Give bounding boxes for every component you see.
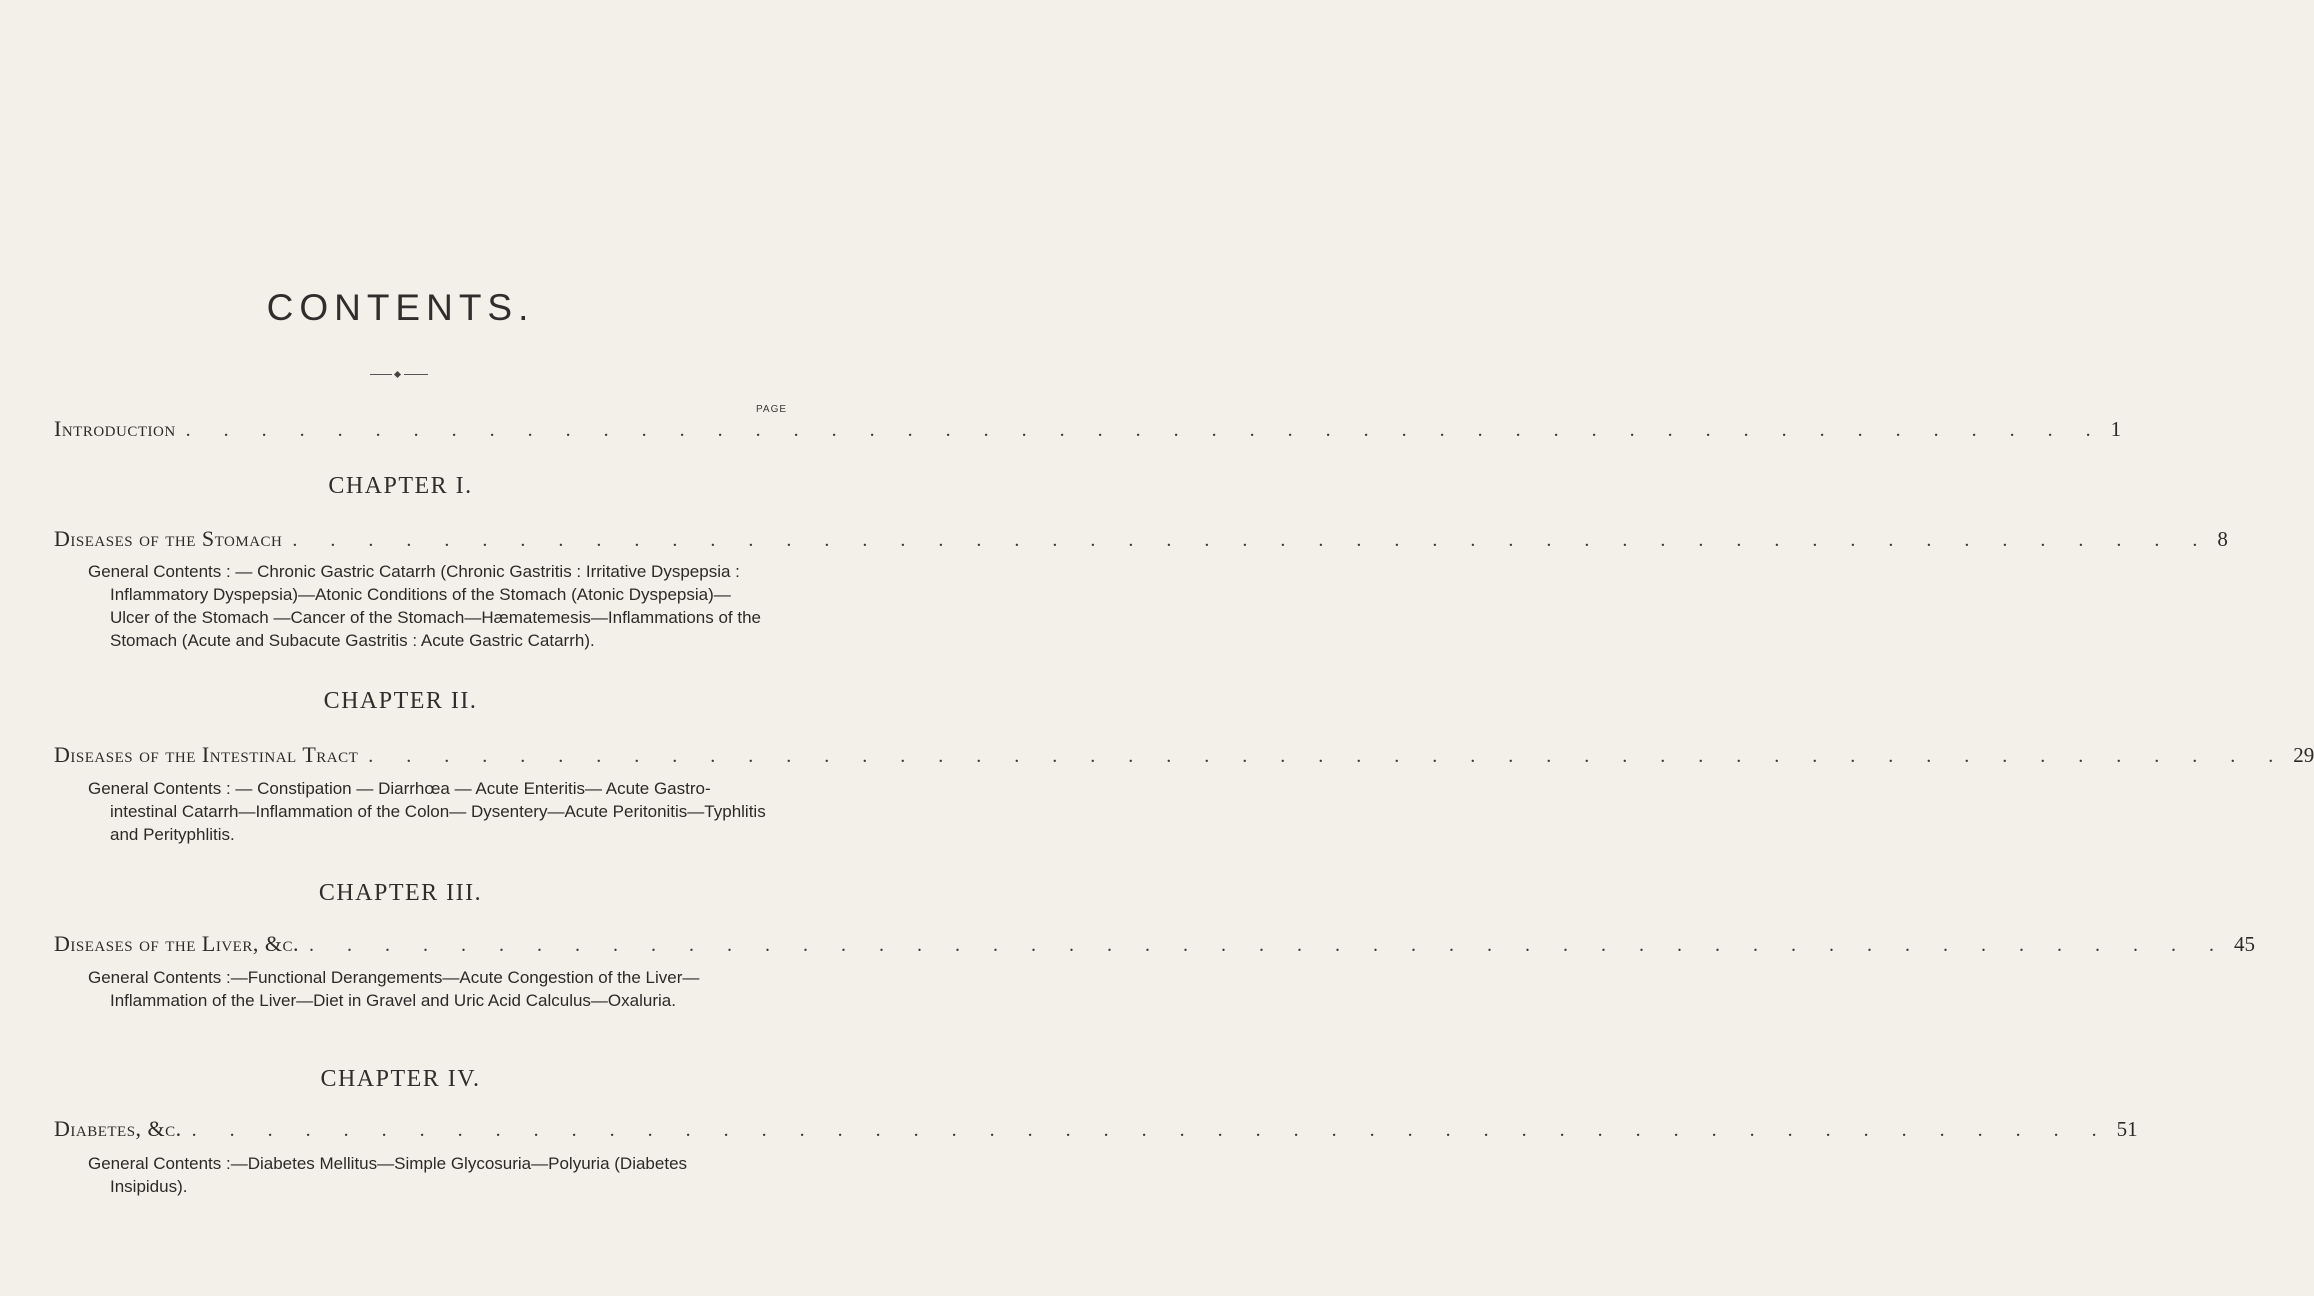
toc-entry-page: 29 [2293, 743, 2314, 767]
toc-entry-introduction[interactable] [54, 416, 2122, 446]
title-ornament [370, 372, 428, 378]
dot-leaders: . . . . . . . . . . . . . . . . . . . . . . . . . . . . . . . . . . . . . . . . . . . . . . . . . . . [368, 745, 2288, 767]
toc-entry-title: Diseases of the Liver, &c. [54, 931, 299, 956]
dot-leaders: . . . . . . . . . . . . . . . . . . . . . . . . . . . . . . . . . . . . . . . . . . . . . . . . . . . [185, 419, 2105, 441]
toc-entry-page: 1 [2110, 417, 2122, 441]
dot-leaders: . . . . . . . . . . . . . . . . . . . . . . . . . . . . . . . . . . . . . . . . . . . . . . . . . . . [292, 529, 2212, 551]
chapter-contents-4: General Contents :—Diabetes Mellitus—Simple Glycosuria—Polyuria (Diabetes Insipidus). [88, 1154, 688, 1196]
page-column-label: PAGE [756, 404, 788, 415]
toc-entry-chapter-2[interactable] [54, 742, 2314, 772]
toc-entry-chapter-1[interactable] [54, 526, 2228, 556]
chapter-contents-3: General Contents :—Functional Derangements—Acute Congestion of the Liver—Inflammation of the Liver—Diet in Gravel and Uric Acid Calculus—Oxaluria. [88, 968, 700, 1010]
toc-entry-title: Diseases of the Stomach [54, 526, 283, 551]
toc-entry-chapter-4[interactable] [54, 1116, 2138, 1146]
dot-leaders: . . . . . . . . . . . . . . . . . . . . . . . . . . . . . . . . . . . . . . . . . . . . . . . . . . . [191, 1119, 2111, 1141]
toc-entry-title: Diseases of the Intestinal Tract [54, 742, 359, 767]
toc-entry-chapter-3[interactable] [54, 931, 2255, 961]
toc-entry-title: Introduction [54, 416, 176, 441]
toc-entry-page: 8 [2217, 527, 2228, 551]
toc-entry-page: 51 [2116, 1117, 2138, 1141]
chapter-contents-2: General Contents : — Constipation — Diarrhœa — Acute Enteritis— Acute Gastro-intestinal Catarrh—Inflammation of the Colon— Dysentery—Acute Peritonitis—Typhlitis and Perityphlitis. [88, 779, 766, 844]
chapter-contents-1: General Contents : — Chronic Gastric Catarrh (Chronic Gastritis : Irritative Dyspepsia : Inflammatory Dyspepsia)—Atonic Conditions of the Stomach (Atonic Dyspepsia)—Ulcer of the Stomach —Cancer of the Stomach—Hæmatemesis—Inflammations of the Stomach (Acute and Subacute Gastritis : Acute Gastric Catarrh). [88, 562, 761, 650]
dot-leaders: . . . . . . . . . . . . . . . . . . . . . . . . . . . . . . . . . . . . . . . . . . . . . . . . . . . [308, 934, 2228, 956]
chapter-heading-2: CHAPTER II. [323, 688, 478, 714]
chapter-heading-3: CHAPTER III. [318, 880, 483, 906]
toc-entry-page: 45 [2233, 932, 2255, 956]
toc-entry-title: Diabetes, &c. [54, 1116, 182, 1141]
chapter-heading-1: CHAPTER I. [328, 473, 473, 499]
page-title: CONTENTS. [266, 287, 535, 328]
chapter-heading-4: CHAPTER IV. [320, 1066, 481, 1092]
